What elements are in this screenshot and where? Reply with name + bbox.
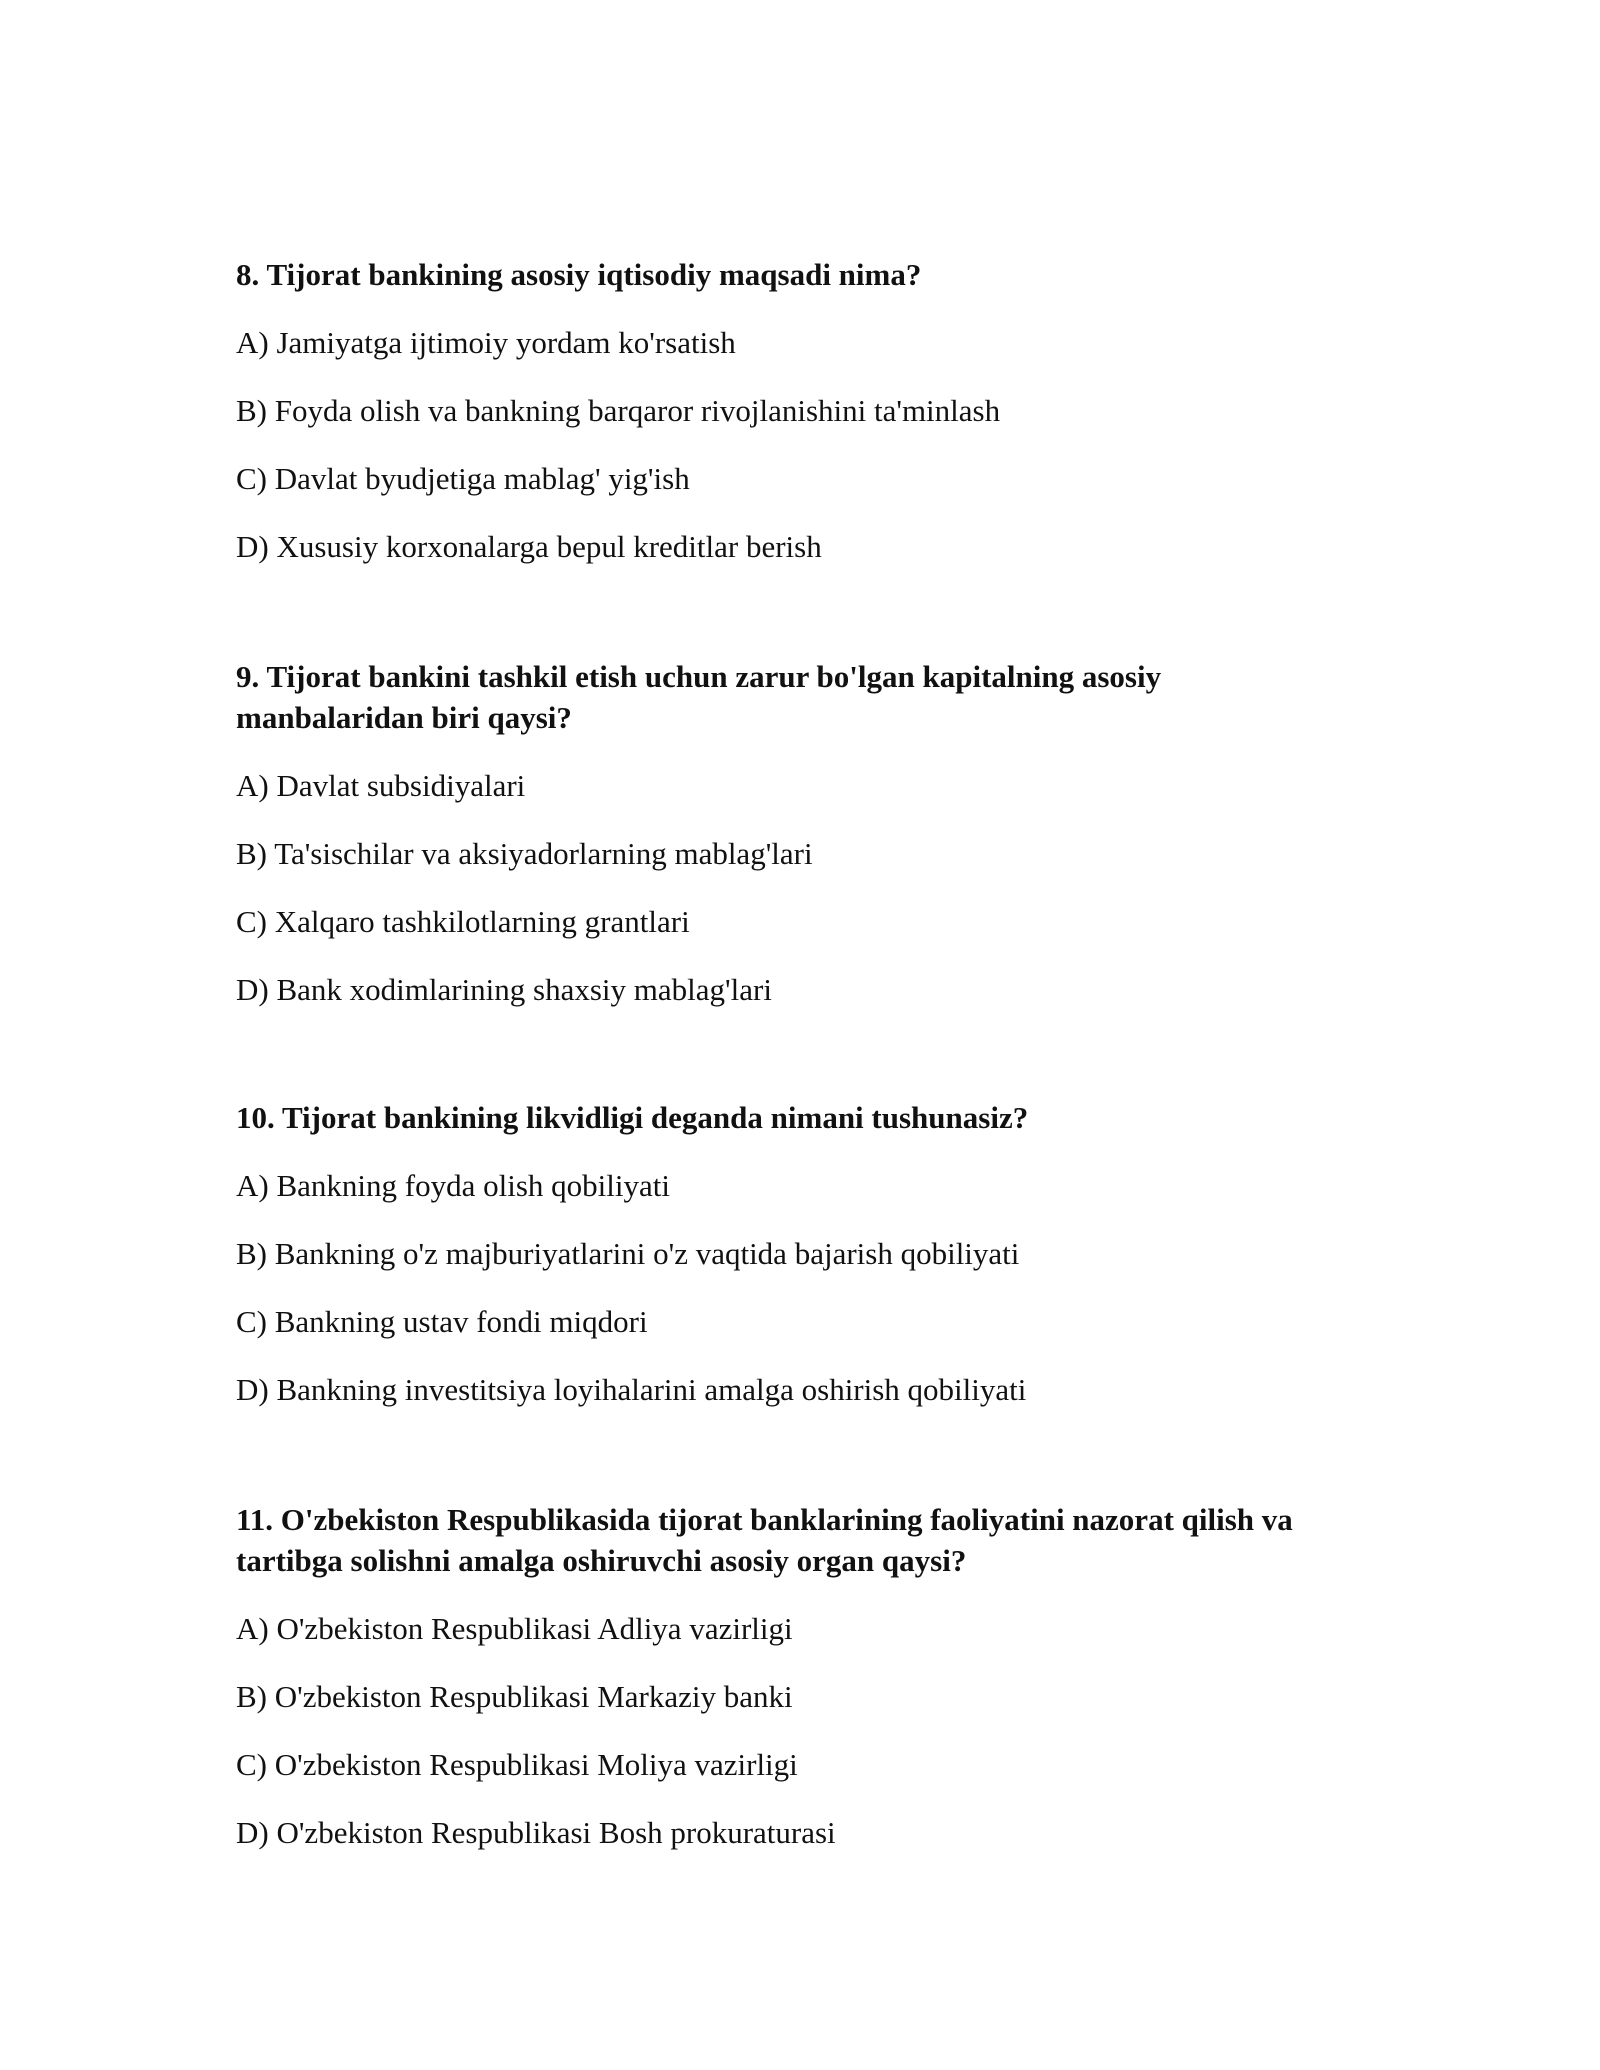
question-11 — [236, 1499, 1356, 1853]
question-text: 10. Tijorat bankining likvidligi deganda nimani tushunasiz? — [236, 1100, 1029, 1135]
option-c: C) Xalqaro tashkilotlarning grantlari — [236, 904, 690, 939]
option-d: D) Bank xodimlarining shaxsiy mablag'lari — [236, 972, 772, 1007]
question-text: 8. Tijorat bankining asosiy iqtisodiy maqsadi nima? — [236, 257, 922, 292]
option-a: A) O'zbekiston Respublikasi Adliya vazirligi — [236, 1611, 793, 1646]
option-b: B) Bankning o'z majburiyatlarini o'z vaqtida bajarish qobiliyati — [236, 1236, 1020, 1271]
option-a: A) Bankning foyda olish qobiliyati — [236, 1168, 670, 1203]
option-b: B) Ta'sischilar va aksiyadorlarning mablag'lari — [236, 836, 813, 871]
option-c: C) Davlat byudjetiga mablag' yig'ish — [236, 461, 690, 496]
option-c: C) Bankning ustav fondi miqdori — [236, 1304, 648, 1339]
question-text: 11. O'zbekiston Respublikasida tijorat banklarining faoliyatini nazorat qilish va tartibga solishni amalga oshiruvchi asosiy organ qaysi? — [236, 1502, 1293, 1578]
option-d: D) O'zbekiston Respublikasi Bosh prokuraturasi — [236, 1815, 836, 1850]
option-a: A) Davlat subsidiyalari — [236, 768, 526, 803]
question-8 — [236, 254, 1356, 567]
option-b: B) O'zbekiston Respublikasi Markaziy banki — [236, 1679, 793, 1714]
option-d: D) Bankning investitsiya loyihalarini amalga oshirish qobiliyati — [236, 1372, 1027, 1407]
question-text: 9. Tijorat bankini tashkil etish uchun zarur bo'lgan kapitalning asosiy manbalaridan biri qaysi? — [236, 659, 1162, 735]
question-9 — [236, 656, 1356, 1010]
option-c: C) O'zbekiston Respublikasi Moliya vazirligi — [236, 1747, 798, 1782]
option-b: B) Foyda olish va bankning barqaror rivojlanishini ta'minlash — [236, 393, 1001, 428]
option-a: A) Jamiyatga ijtimoiy yordam ko'rsatish — [236, 325, 736, 360]
question-10 — [236, 1097, 1356, 1410]
option-d: D) Xususiy korxonalarga bepul kreditlar berish — [236, 529, 822, 564]
